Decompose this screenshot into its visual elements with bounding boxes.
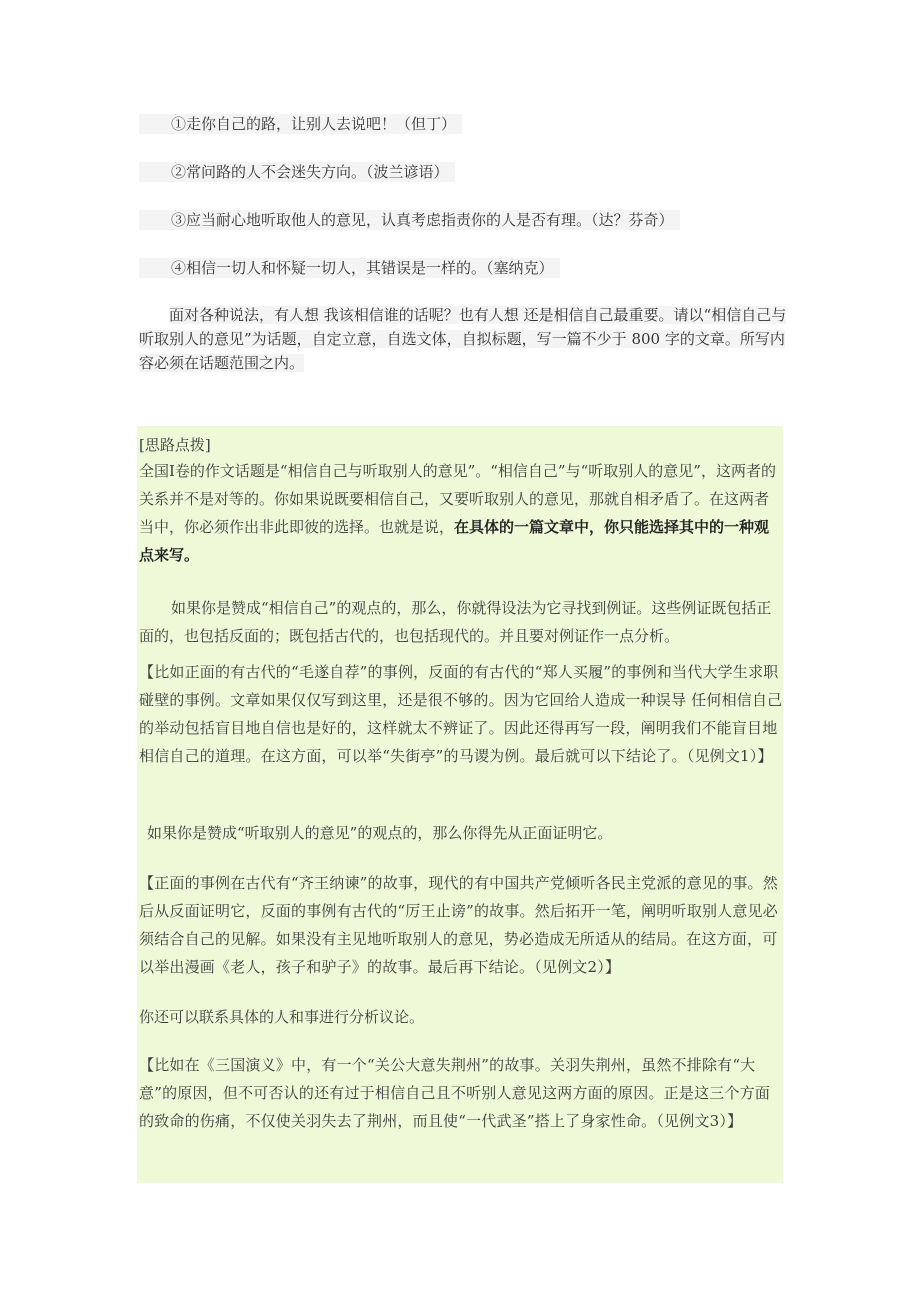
guide-paragraph-others: 如果你是赞成“听取别人的意见”的观点的，那么你得先从正面证明它。 <box>147 824 613 842</box>
quote-3: ③应当耐心地听取他人的意见，认真考虑指责你的人是否有理。（达？芬奇） <box>139 210 680 230</box>
guide-intro-bold: 在具体的一篇文章中，你只能选择其中的一种观点来写。 <box>139 518 770 564</box>
guide-heading: [思路点拨] <box>139 436 211 454</box>
essay-prompt-text: 面对各种说法，有人想 我该相信谁的话呢？也有人想 还是相信自己最重要。请以“相信自己与听取别人的意见”为话题，自定立意，自选文体，自拟标题，写一篇不少于 800 字的文章。所写内容必须在话题范围之内。 <box>139 306 787 372</box>
guide-paragraph-analysis: 你还可以联系具体的人和事进行分析议论。 <box>139 1008 425 1026</box>
guide-intro-text: 全国Ⅰ卷的作文话题是“相信自己与听取别人的意见”。“相信自己”与“听取别人的意见”，这两者的关系并不是对等的。你如果说既要相信自己，又要听取别人的意见，那就自相矛盾了。在这两者当中，你必须作出非此即彼的选择。也就是说， <box>139 462 776 536</box>
quote-4: ④相信一切人和怀疑一切人，其错误是一样的。（塞纳克） <box>139 258 560 278</box>
essay-prompt <box>139 303 799 375</box>
guide-example-self: 【比如正面的有古代的“毛遂自荐”的事例，反面的有古代的“郑人买履”的事例和当代大学生求职碰壁的事例。文章如果仅仅写到这里，还是很不够的。因为它回给人造成一种误导 任何相信自己的举动包括盲目地自信也是好的，这样就太不辨证了。因此还得再写一段，阐明我们不能盲目地相信自己的道理。在这方面，可以举“失街亭”的马谡为例。最后就可以下结论了。（见例文1）】 <box>139 663 783 765</box>
guide-example-analysis: 【比如在《三国演义》中，有一个“关公大意失荆州”的故事。关羽失荆州，虽然不排除有“大意”的原因，但不可否认的还有过于相信自己且不听别人意见这两方面的原因。正是这三个方面的致命的伤痛，不仅使关羽失去了荆州，而且使“一代武圣”搭上了身家性命。（见例文3）】 <box>139 1056 771 1130</box>
quote-2: ②常问路的人不会迷失方向。（波兰谚语） <box>139 162 455 182</box>
guide-panel <box>137 426 783 1183</box>
guide-intro <box>139 457 783 569</box>
guide-paragraph-self: 如果你是赞成“相信自己”的观点的，那么，你就得设法为它寻找到例证。这些例证既包括正面的，也包括反面的；既包括古代的，也包括现代的。并且要对例证作一点分析。 <box>139 599 772 645</box>
quote-1: ①走你自己的路，让别人去说吧！（但丁） <box>139 114 462 134</box>
guide-example-others: 【正面的事例在古代有“齐王纳谏”的故事，现代的有中国共产党倾听各民主党派的意见的事。然后从反面证明它，反面的事例有古代的“厉王止谤”的故事。然后拓开一笔，阐明听取别人意见必须结合自己的见解。如果没有主见地听取别人的意见，势必造成无所适从的结局。在这方面，可以举出漫画《老人，孩子和驴子》的故事。最后再下结论。（见例文2）】 <box>139 874 778 976</box>
